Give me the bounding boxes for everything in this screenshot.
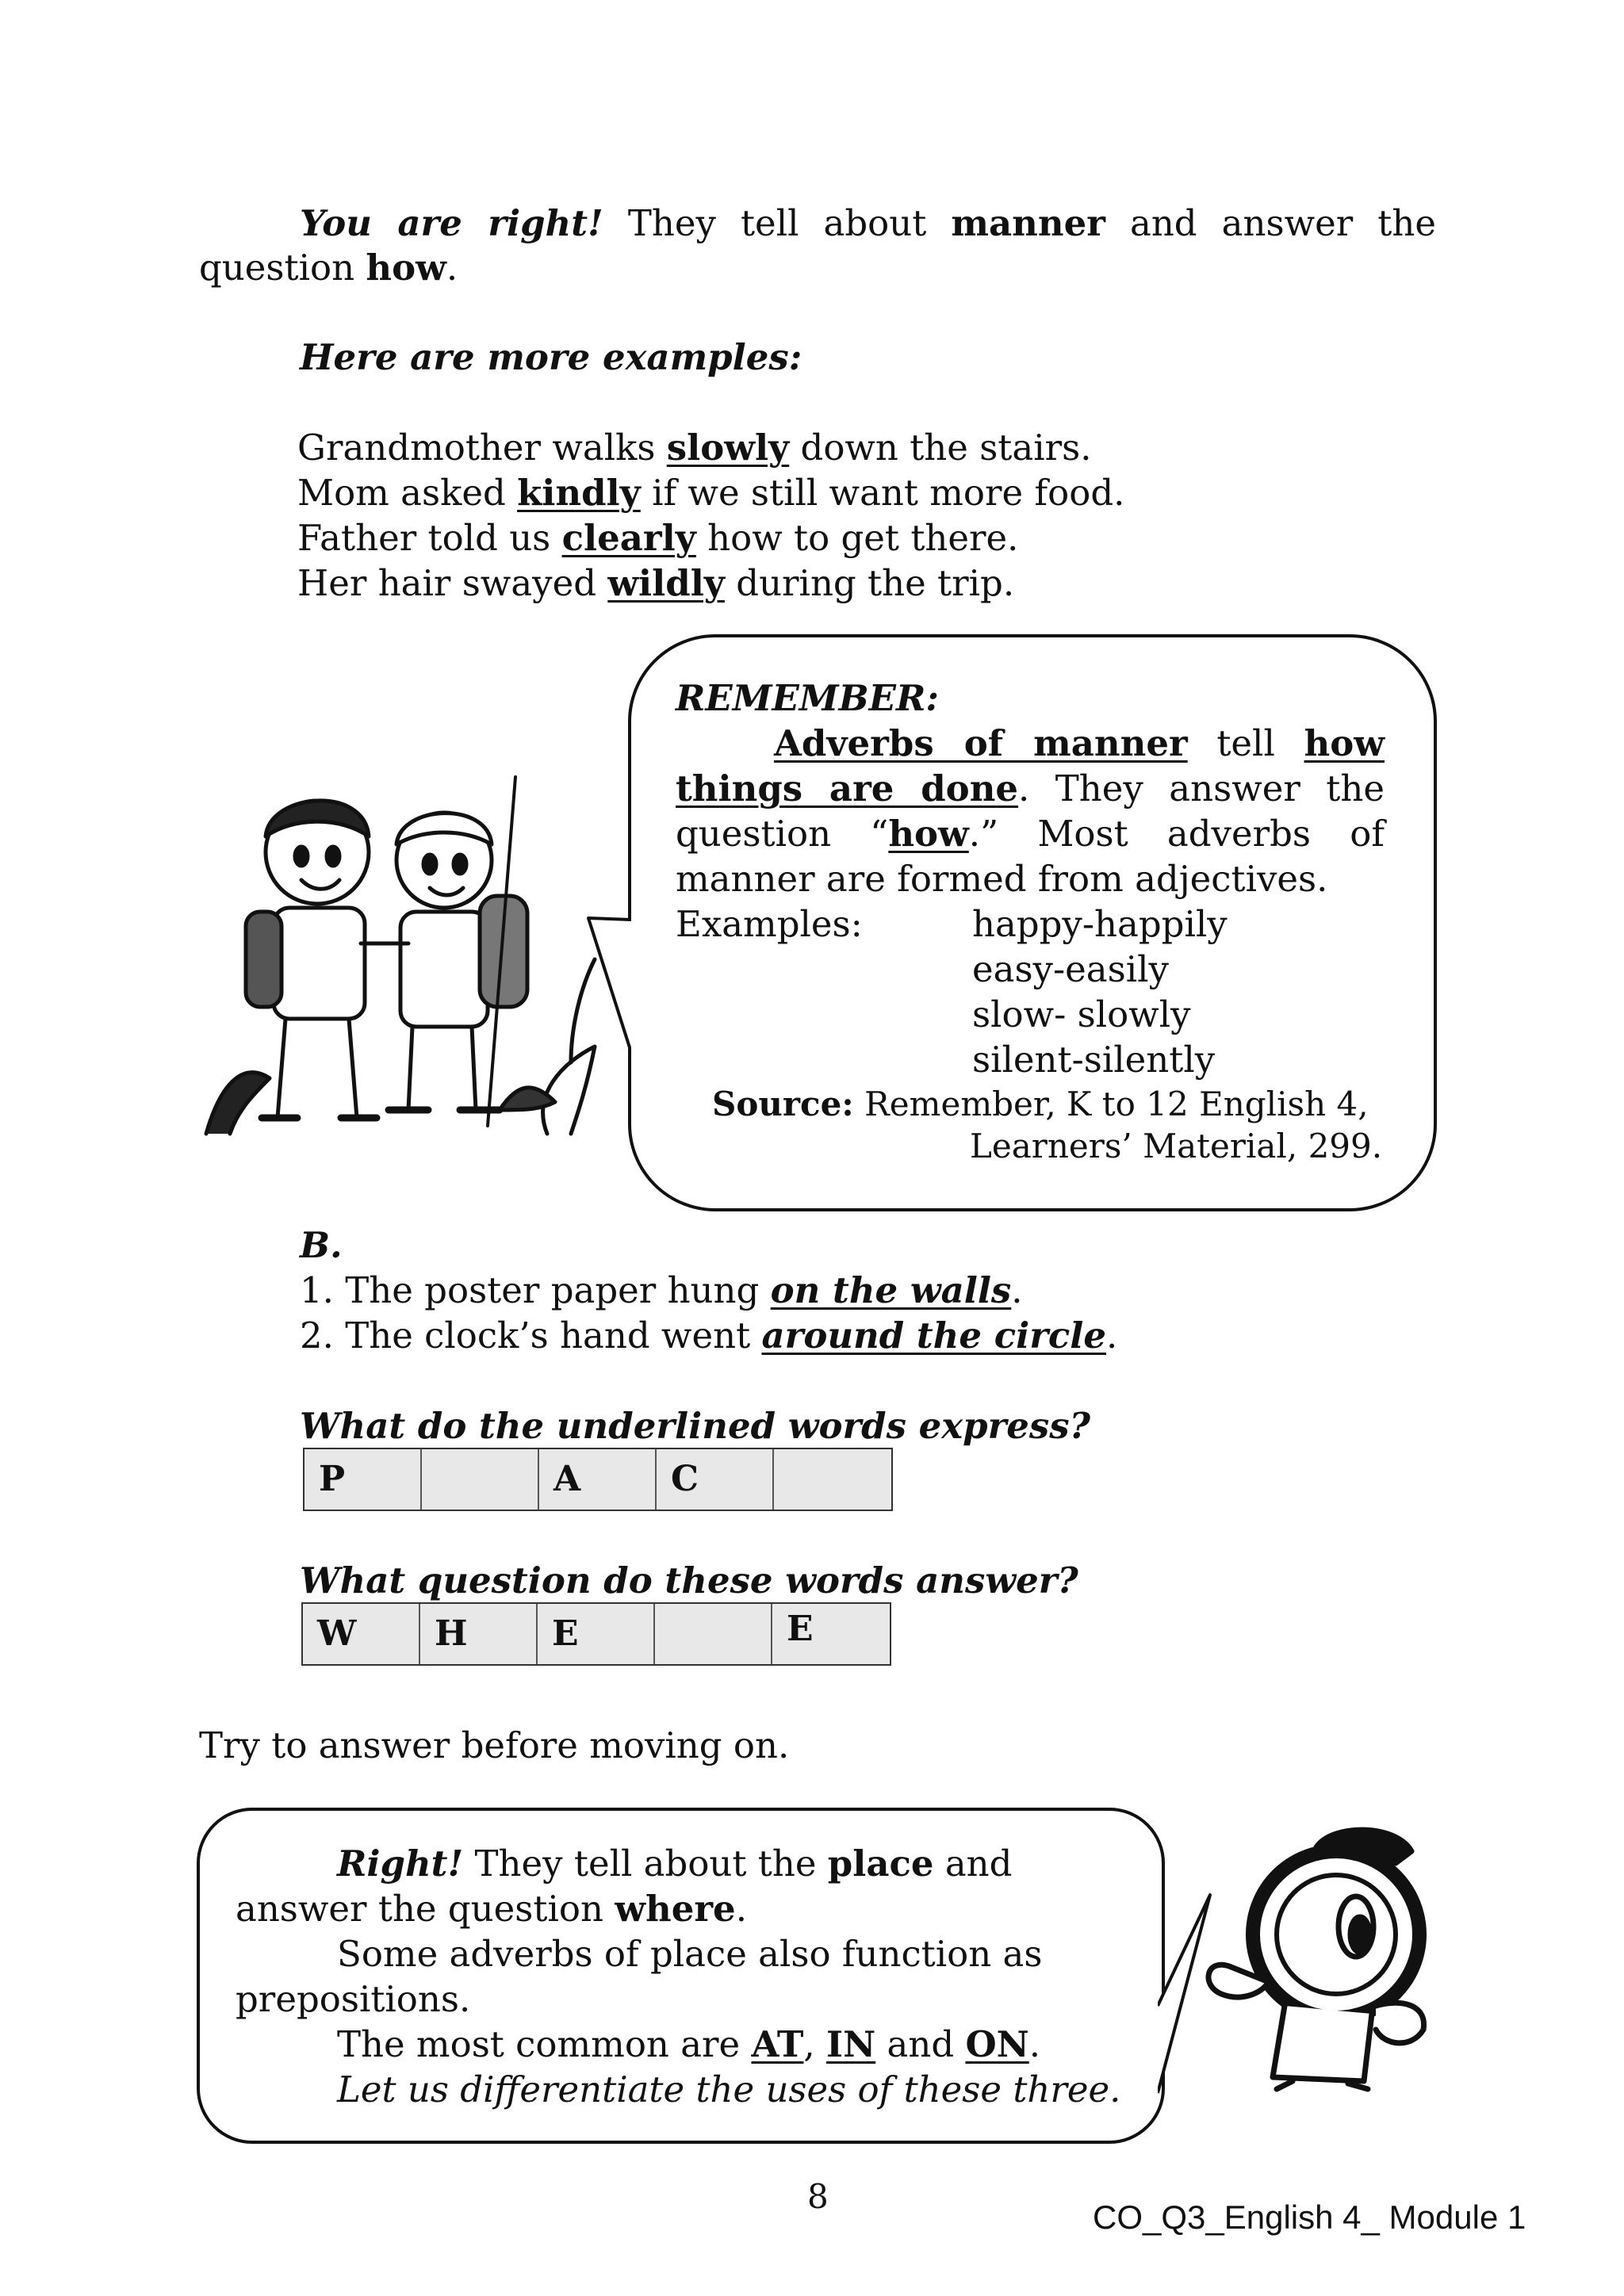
adjective-adverb-pair: happy-happily [972, 903, 1228, 945]
page-number: 8 [807, 2177, 829, 2216]
intro-line-1: You are right! They tell about manner and answer the [300, 202, 1436, 244]
example-sentence: Mom asked kindly if we still want more food. [297, 472, 1125, 514]
answer-boxes-place [303, 1448, 893, 1511]
letter-box[interactable]: P [304, 1449, 422, 1510]
letter-box[interactable] [422, 1449, 539, 1510]
right-line-4: prepositions. [236, 1978, 471, 2020]
question-express: What do the underlined words express? [300, 1405, 1090, 1447]
section-b-item: 2. The clock’s hand went around the circle. [300, 1314, 1118, 1357]
right-line-2: answer the question where. [236, 1888, 747, 1930]
letter-box[interactable]: E [538, 1604, 655, 1664]
adjective-adverb-pair: slow- slowly [972, 993, 1191, 1035]
how-word: how [366, 247, 446, 289]
place-word: place [827, 1843, 934, 1885]
adjective-adverb-pair: silent-silently [972, 1039, 1216, 1081]
adjective-adverb-pair: easy-easily [972, 948, 1169, 990]
remember-title: REMEMBER: [676, 677, 939, 719]
adverbs-of-manner-term: Adverbs of manner [774, 722, 1188, 764]
letter-box[interactable]: C [657, 1449, 774, 1510]
letter-box[interactable]: A [539, 1449, 657, 1510]
adverb-underlined: wildly [607, 562, 725, 604]
right-exclaim: Right! [337, 1843, 464, 1885]
answer-boxes-where [301, 1602, 891, 1666]
source-citation: Source: Remember, K to 12 English 4, [712, 1085, 1369, 1123]
where-word: where [615, 1888, 736, 1930]
magnifier-mascot-illustration [1197, 1816, 1467, 2093]
try-instruction: Try to answer before moving on. [199, 1724, 790, 1766]
section-b-item: 1. The poster paper hung on the walls. [300, 1269, 1023, 1311]
right-line-5: The most common are AT, IN and ON. [337, 2023, 1041, 2065]
section-b-label: B. [300, 1224, 343, 1266]
intro-line-2: question how. [199, 247, 458, 289]
remember-line-4: manner are formed from adjectives. [676, 858, 1328, 900]
bubble-tail [587, 912, 650, 1070]
you-are-right-text: You are right! [300, 202, 603, 244]
remember-line-1: Adverbs of manner tell how [774, 722, 1385, 764]
letter-box[interactable]: W [303, 1604, 420, 1664]
examples-heading: Here are more examples: [300, 336, 802, 378]
module-code: CO_Q3_English 4_ Module 1 [1093, 2198, 1526, 2236]
adverb-underlined: slowly [666, 427, 790, 469]
example-sentence: Her hair swayed wildly during the trip. [297, 562, 1015, 604]
examples-label: Examples: [676, 903, 863, 945]
example-sentence: Father told us clearly how to get there. [297, 517, 1019, 559]
letter-box[interactable]: H [420, 1604, 538, 1664]
manner-word: manner [951, 202, 1105, 244]
underlined-phrase: on the walls [770, 1269, 1012, 1311]
preposition-on: ON [965, 2023, 1029, 2065]
right-line-6: Let us differentiate the uses of these three. [337, 2068, 1121, 2110]
preposition-at: AT [751, 2023, 804, 2065]
example-sentence: Grandmother walks slowly down the stairs. [297, 427, 1092, 469]
hikers-illustration [198, 761, 611, 1142]
preposition-in: IN [826, 2023, 876, 2065]
right-line-1: Right! They tell about the place and [337, 1843, 1013, 1885]
letter-box[interactable] [774, 1449, 891, 1510]
question-answer: What question do these words answer? [300, 1559, 1078, 1601]
underlined-phrase: around the circle [761, 1314, 1107, 1357]
letter-box[interactable] [655, 1604, 772, 1664]
right-line-3: Some adverbs of place also function as [337, 1933, 1043, 1975]
letter-box[interactable]: E [772, 1604, 890, 1664]
adverb-underlined: clearly [561, 517, 696, 559]
remember-line-3: question “how.” Most adverbs of [676, 813, 1385, 855]
source-citation-line-2: Learners’ Material, 299. [970, 1127, 1383, 1165]
adverb-underlined: kindly [517, 472, 641, 514]
remember-line-2: things are done. They answer the [676, 767, 1385, 809]
